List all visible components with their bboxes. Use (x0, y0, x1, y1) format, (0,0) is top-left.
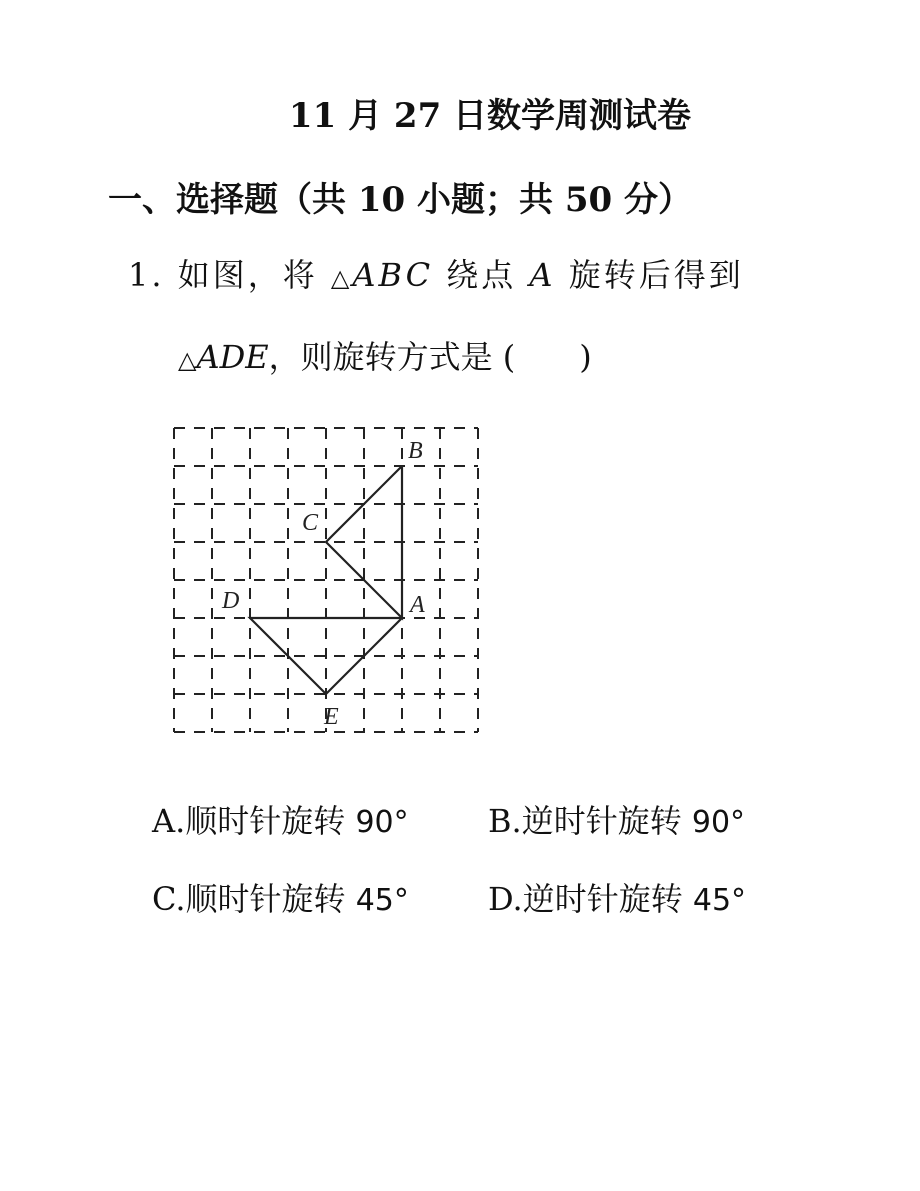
label-c: C (302, 510, 319, 536)
question-text-d: ，则旋转方式是 ( ) (268, 338, 592, 376)
option-a-value: 90° (355, 805, 409, 840)
option-d[interactable] (488, 874, 746, 920)
option-c[interactable] (152, 874, 409, 920)
question-text-a: 如图，将 (177, 256, 318, 294)
triangle-ade: ADE (196, 338, 269, 376)
option-b-value: 90° (691, 805, 746, 840)
option-d-value: 45° (692, 883, 747, 918)
option-c-letter: C. (152, 880, 186, 918)
question-text-c: 旋转后得到 (568, 256, 744, 294)
label-b: B (408, 438, 423, 464)
label-a: A (410, 592, 425, 618)
triangle-symbol: △ (330, 264, 353, 292)
question-number: 1. (128, 256, 165, 294)
option-b-text: 逆时针旋转 (521, 802, 682, 840)
rotation-figure (160, 418, 500, 748)
section-heading: 一、选择题（共 10 小题；共 50 分） (108, 180, 692, 220)
dashed-grid (174, 428, 478, 732)
option-b-letter: B. (488, 802, 522, 840)
triangle-abc: ABC (352, 256, 434, 294)
label-d: D (222, 588, 240, 614)
option-a-letter: A. (152, 802, 186, 840)
triangle-symbol-2: △ (178, 346, 197, 374)
option-b[interactable] (488, 796, 745, 842)
question-text-b: 绕点 (446, 256, 517, 294)
option-a[interactable] (152, 796, 409, 842)
label-e: E (324, 704, 339, 730)
question-1-line-2 (178, 332, 592, 378)
option-c-value: 45° (355, 883, 409, 918)
option-d-letter: D. (488, 880, 523, 918)
option-a-text: 顺时针旋转 (185, 802, 346, 840)
option-d-text: 逆时针旋转 (522, 880, 683, 918)
point-a-ref: A (529, 256, 556, 294)
question-1-line-1 (128, 250, 744, 296)
option-c-text: 顺时针旋转 (185, 880, 346, 918)
page-title: 11 月 27 日数学周测试卷 (288, 96, 692, 136)
